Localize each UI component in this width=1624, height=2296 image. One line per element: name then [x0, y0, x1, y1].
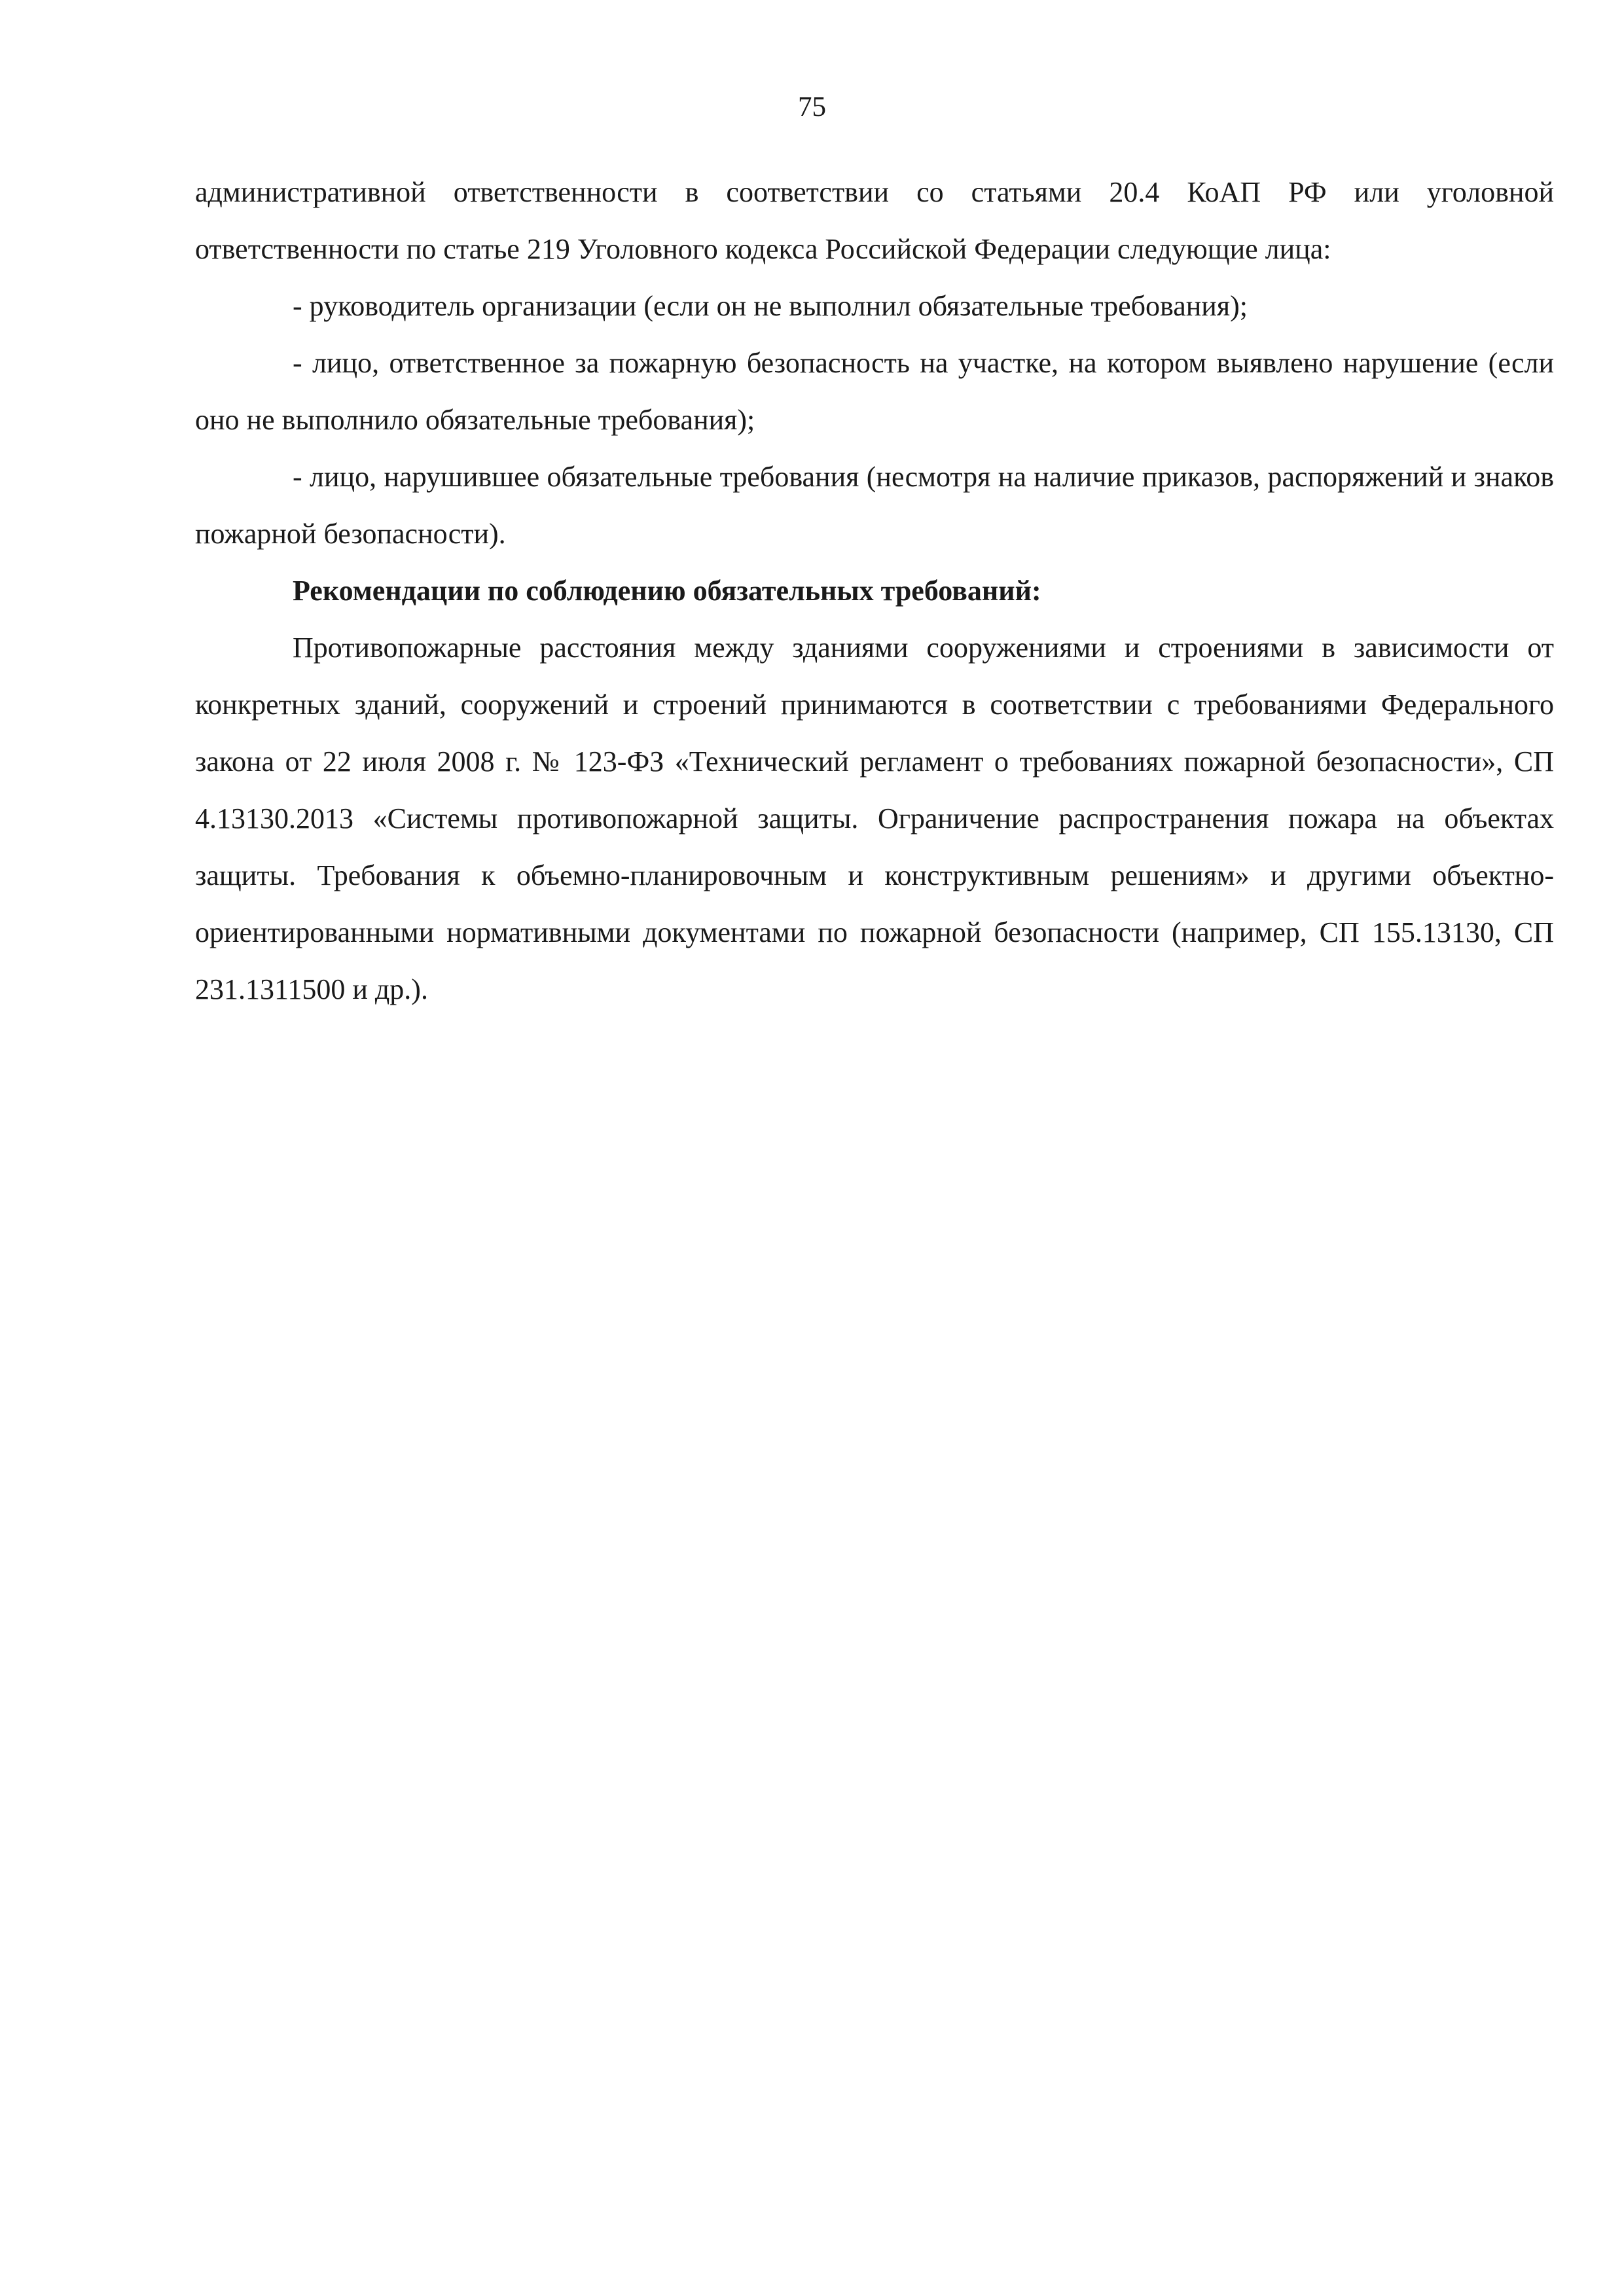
page-number: 75 [798, 92, 826, 122]
document-body [195, 164, 1554, 1018]
list-item-responsible-person: - лицо, ответственное за пожарную безопасность на участке, на котором выявлено нарушение (если оно не выполнило обязательные требования); [195, 347, 1554, 436]
list-item-head-of-organization: - руководитель организации (если он не выполнил обязательные требования); [293, 290, 1248, 322]
paragraph-liability-intro: административной ответственности в соответствии со статьями 20.4 КоАП РФ или уголовной ответственности по статье 219 Уголовного кодекса Российской Федерации следующие лица: [195, 176, 1554, 265]
section-heading: Рекомендации по соблюдению обязательных требований: [293, 575, 1041, 607]
list-item-violator: - лицо, нарушившее обязательные требования (несмотря на наличие приказов, распоряжений и знаков пожарной безопасности). [195, 461, 1554, 550]
paragraph-recommendations: Противопожарные расстояния между зданиями сооружениями и строениями в зависимости от конкретных зданий, сооружений и строений принимаются в соответствии с требованиями Федерального закона от 22 июля 2008 г. № 123-ФЗ «Технический регламент о требованиях пожарной безопасности», СП 4.13130.2013 «Системы противопожарной защиты. Ограничение распространения пожара на объектах защиты. Требования к объемно-планировочным и конструктивным решениям» и другими объектно-ориентированными нормативными документами по пожарной безопасности (например, СП 155.13130, СП 231.1311500 и др.). [195, 632, 1554, 1005]
